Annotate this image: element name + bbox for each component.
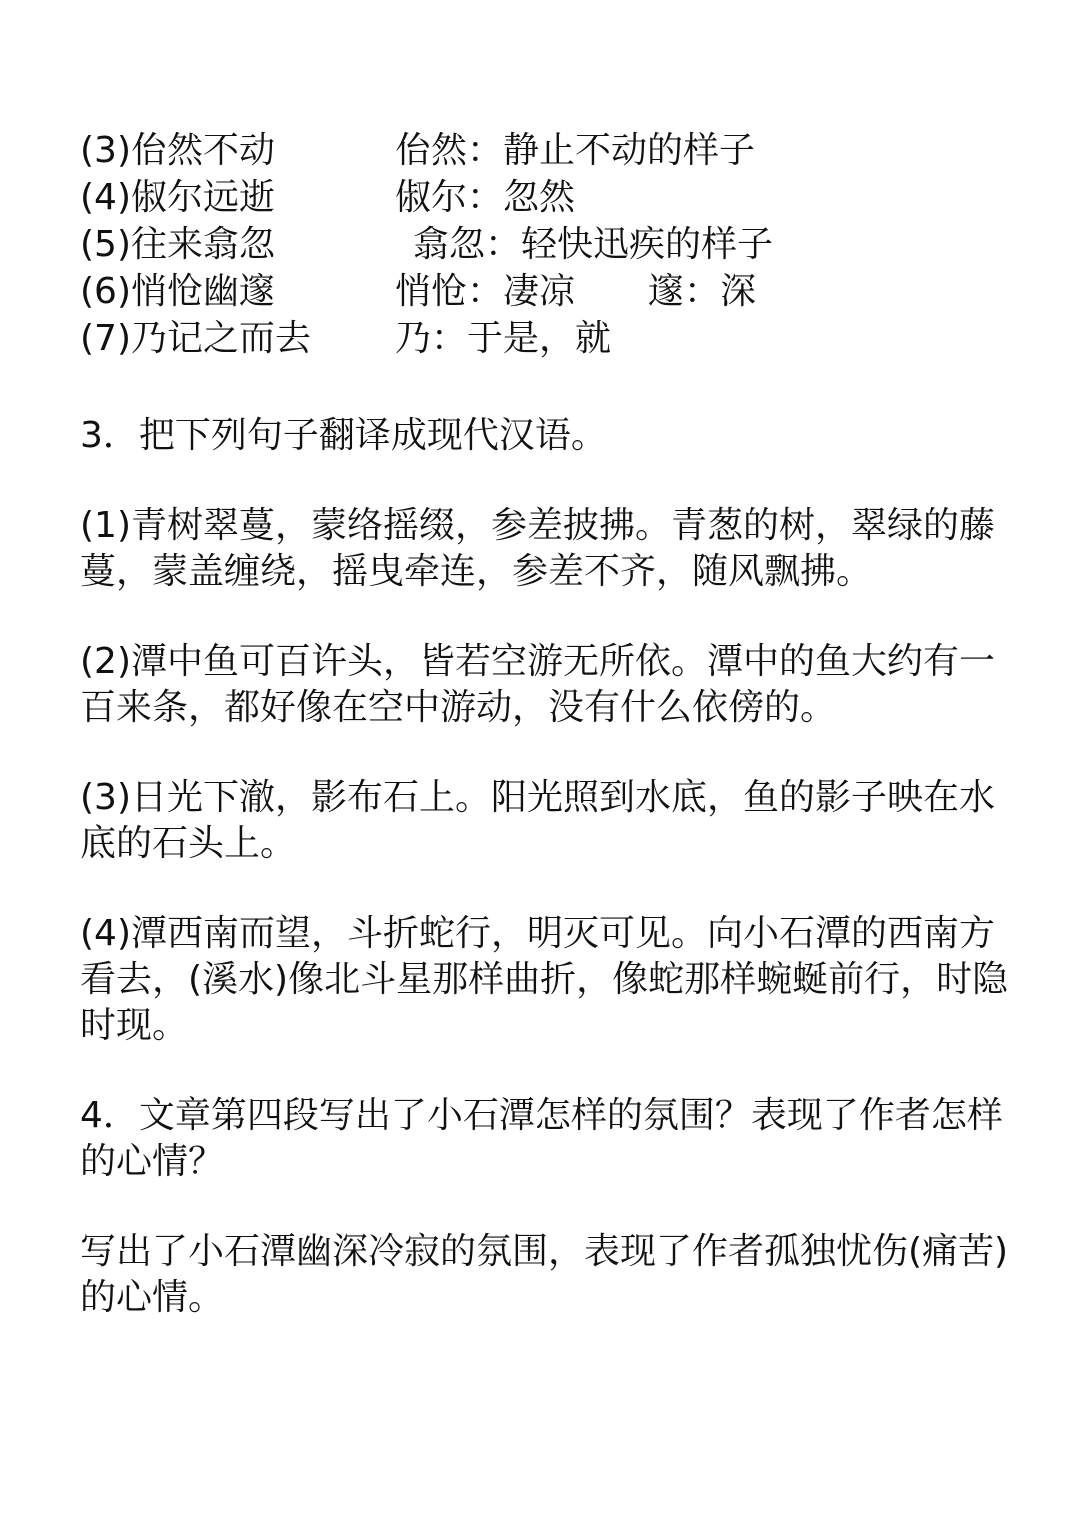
translation-item: (2)潭中鱼可百许头，皆若空游无所依。潭中的鱼大约有一百来条，都好像在空中游动，没有什么依傍的。 [80,641,995,728]
vocab-term: (5)往来翕忽 [80,224,275,265]
vocab-row [80,222,1010,269]
question-3-title: 3．把下列句子翻译成现代汉语。 [80,415,607,456]
document-page [80,128,1010,1321]
vocab-gloss: 翕忽：轻快迅疾的样子 [413,224,774,265]
translation-item: (3)日光下澈，影布石上。阳光照到水底，鱼的影子映在水底的石头上。 [80,777,995,864]
vocab-term: (6)悄怆幽邃 [80,271,275,312]
vocab-gloss: 俶尔：忽然 [395,177,576,218]
vocab-gloss: 悄怆：凄凉 [395,271,576,312]
vocab-term: (7)乃记之而去 [80,318,311,359]
vocab-gloss: 乃：于是，就 [395,318,612,359]
question-4-answer: 写出了小石潭幽深冷寂的氛围，表现了作者孤独忧伤(痛苦)的心情。 [80,1231,1009,1318]
translation-item: (4)潭西南而望，斗折蛇行，明灭可见。向小石潭的西南方看去，(溪水)像北斗星那样曲折，像蛇那样蜿蜒前行，时隐时现。 [80,913,1009,1046]
vocab-gloss-secondary: 邃：深 [648,271,757,312]
translation-item: (1)青树翠蔓，蒙络摇缀，参差披拂。青葱的树，翠绿的藤蔓，蒙盖缠绕，摇曳牵连，参差不齐，随风飘拂。 [80,505,995,592]
vocab-term: (4)俶尔远逝 [80,177,275,218]
vocab-row [80,269,1010,316]
question-4-title: 4．文章第四段写出了小石潭怎样的氛围？表现了作者怎样的心情？ [80,1095,1003,1182]
vocab-row [80,175,1010,222]
vocab-gloss: 佁然：静止不动的样子 [395,130,756,171]
vocab-row [80,316,1010,363]
vocab-term: (3)佁然不动 [80,130,275,171]
vocab-row [80,128,1010,175]
